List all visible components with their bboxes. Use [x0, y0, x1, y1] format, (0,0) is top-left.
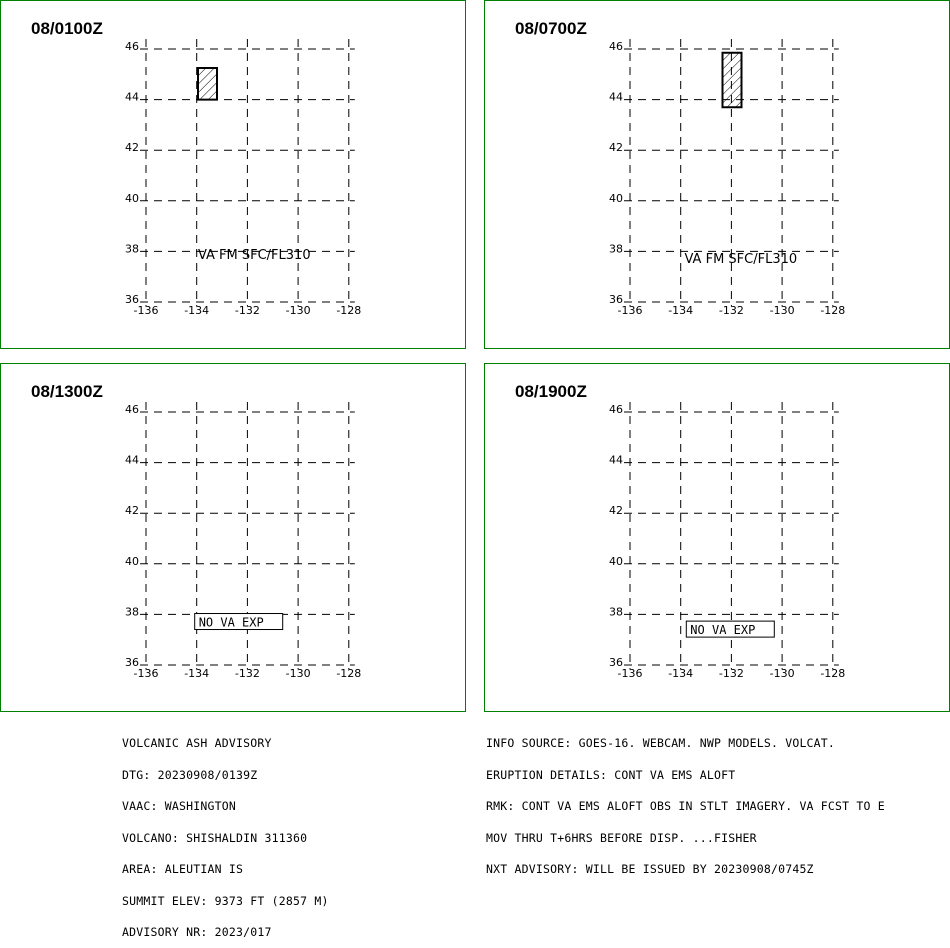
lat-tick-label: 44: [125, 453, 139, 467]
altitude-label: VA FM SFC/FL310: [684, 251, 798, 267]
lat-tick-label: 36: [609, 293, 623, 306]
advisory-remarks-cont: MOV THRU T+6HRS BEFORE DISP. ...FISHER: [486, 830, 757, 845]
lat-tick-label: 44: [609, 453, 623, 467]
lat-tick-label: 44: [609, 90, 623, 104]
ash-cloud-polygon: [198, 68, 217, 100]
label-text: NO VA EXP: [198, 615, 264, 630]
lon-tick-label: -130: [285, 304, 311, 317]
panel-title: 08/0700Z: [515, 19, 587, 38]
no-ash-label: [686, 621, 774, 637]
lon-tick-label: -132: [718, 667, 744, 680]
map-grid: [485, 364, 950, 713]
lat-tick-label: 38: [125, 605, 139, 619]
map-grid: [1, 1, 467, 350]
lat-tick-label: 36: [125, 293, 139, 306]
advisory-area: AREA: ALEUTIAN IS: [122, 862, 244, 876]
lat-tick-label: 36: [125, 656, 139, 669]
lon-tick-label: -134: [668, 304, 694, 317]
lon-tick-label: -134: [184, 667, 210, 680]
advisory-volcano: VOLCANO: SHISHALDIN 311360: [122, 830, 308, 845]
forecast-panel-0100z: [0, 0, 466, 349]
lat-tick-label: 46: [609, 40, 623, 53]
lat-tick-label: 38: [609, 605, 623, 619]
lat-tick-label: 38: [125, 242, 139, 256]
lon-tick-label: -134: [184, 304, 210, 317]
advisory-summit-elev: SUMMIT ELEV: 9373 FT (2857 M): [122, 893, 329, 908]
advisory-eruption-details: ERUPTION DETAILS: CONT VA EMS ALOFT: [486, 767, 736, 782]
advisory-remarks: RMK: CONT VA EMS ALOFT OBS IN STLT IMAGERY. VA FCST TO E: [486, 799, 885, 813]
lon-tick-label: -130: [285, 667, 311, 680]
lat-tick-label: 40: [125, 191, 139, 205]
lat-tick-label: 42: [125, 504, 139, 518]
advisory-next: NXT ADVISORY: WILL BE ISSUED BY 20230908/0745Z: [486, 862, 814, 876]
lon-tick-label: -132: [234, 304, 260, 317]
lon-tick-label: -128: [820, 667, 846, 680]
lat-tick-label: 38: [609, 242, 623, 256]
panel-title: 08/0100Z: [31, 19, 103, 38]
lat-tick-label: 42: [609, 504, 623, 518]
advisory-number: ADVISORY NR: 2023/017: [122, 925, 272, 939]
map-grid: [485, 1, 950, 350]
altitude-label: VA FM SFC/FL310: [197, 247, 311, 263]
lat-tick-label: 36: [609, 656, 623, 669]
lat-tick-label: 46: [609, 403, 623, 416]
lat-tick-label: 40: [609, 554, 623, 568]
lat-tick-label: 46: [125, 40, 139, 53]
lat-tick-label: 42: [609, 141, 623, 155]
panel-title: 08/1300Z: [31, 382, 103, 401]
lon-tick-label: -134: [668, 667, 694, 680]
advisory-info-source: INFO SOURCE: GOES-16. WEBCAM. NWP MODELS. VOLCAT.: [486, 736, 836, 750]
advisory-header-block: [122, 717, 329, 948]
lon-tick-label: -136: [133, 304, 159, 317]
forecast-panel-1300z: [0, 363, 466, 712]
lon-tick-label: -136: [133, 667, 159, 680]
panel-title: 08/1900Z: [515, 382, 587, 401]
advisory-details-block: [486, 717, 885, 885]
lon-tick-label: -128: [336, 304, 362, 317]
forecast-panel-1900z: [484, 363, 950, 712]
lat-tick-label: 46: [125, 403, 139, 416]
no-ash-label: [195, 614, 283, 630]
lon-tick-label: -136: [617, 304, 643, 317]
forecast-panel-0700z: [484, 0, 950, 349]
advisory-dtg: DTG: 20230908/0139Z: [122, 767, 258, 782]
advisory-vaac: VAAC: WASHINGTON: [122, 799, 236, 813]
lat-tick-label: 40: [125, 554, 139, 568]
lat-tick-label: 44: [125, 90, 139, 104]
lon-tick-label: -128: [336, 667, 362, 680]
lon-tick-label: -128: [820, 304, 846, 317]
map-grid: [1, 364, 467, 713]
lon-tick-label: -130: [769, 667, 795, 680]
lat-tick-label: 42: [125, 141, 139, 155]
advisory-title: VOLCANIC ASH ADVISORY: [122, 736, 272, 750]
label-text: NO VA EXP: [690, 623, 756, 638]
lon-tick-label: -136: [617, 667, 643, 680]
lat-tick-label: 40: [609, 191, 623, 205]
ash-cloud-polygon: [723, 53, 742, 107]
lon-tick-label: -132: [234, 667, 260, 680]
lon-tick-label: -130: [769, 304, 795, 317]
lon-tick-label: -132: [718, 304, 744, 317]
